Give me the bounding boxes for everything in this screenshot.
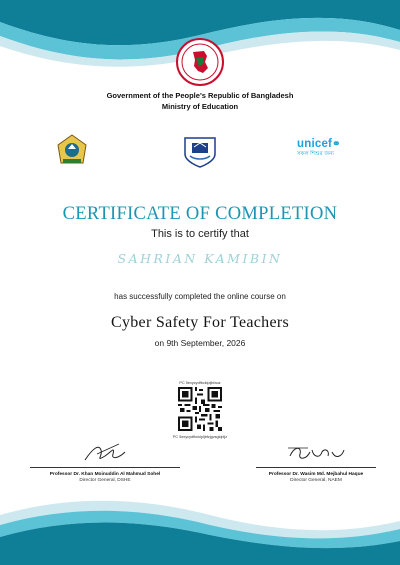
signature-left-icon bbox=[75, 440, 135, 466]
signature-line-left bbox=[30, 467, 180, 468]
completion-date: on 9th September, 2026 bbox=[154, 338, 246, 348]
signatory-left-name: Professor Dr. Khan Moinuddin Al Mahmud Sohel bbox=[49, 472, 161, 477]
signatory-left bbox=[30, 440, 180, 483]
signature-line-right bbox=[256, 467, 376, 468]
ministry-line: Ministry of Education bbox=[161, 102, 239, 111]
bangladesh-seal-icon bbox=[176, 38, 224, 86]
signatory-right-name: Professor Dr. Wasim Md. Mejbahul Haque bbox=[268, 472, 364, 477]
completed-line: has successfully completed the online course on bbox=[114, 292, 286, 301]
verification-code-top: PC 5exycydfbcklpljbfauz bbox=[179, 381, 221, 385]
recipient-name: SAHRIAN KAMIBIN bbox=[117, 251, 283, 266]
signatory-right bbox=[256, 440, 376, 483]
naem-emblem-icon bbox=[181, 134, 219, 168]
unicef-wordmark: unicef bbox=[297, 138, 333, 150]
signature-right-icon bbox=[284, 440, 348, 466]
bottom-wave-decoration bbox=[0, 485, 400, 565]
unicef-logo bbox=[297, 138, 367, 159]
signatory-left-title: Director General, DSHE bbox=[79, 478, 131, 483]
dshe-emblem-icon bbox=[55, 133, 89, 167]
government-header bbox=[0, 90, 400, 112]
government-line: Government of the People's Republic of Bangladesh bbox=[106, 91, 294, 100]
unicef-globe-icon: ⚭ bbox=[332, 139, 341, 150]
verification-code-bottom: PC 5exycydfbcklpljbfzjgvsgklpljz bbox=[172, 435, 228, 439]
certificate-title: CERTIFICATE OF COMPLETION bbox=[62, 204, 338, 224]
course-title: Cyber Safety For Teachers bbox=[110, 314, 290, 331]
qr-code-icon bbox=[178, 387, 222, 431]
unicef-tagline: সকল শিশুর জন্য bbox=[297, 151, 335, 157]
signatory-right-title: Director General, NAEM bbox=[290, 478, 342, 483]
certify-line: This is to certify that bbox=[151, 228, 249, 240]
